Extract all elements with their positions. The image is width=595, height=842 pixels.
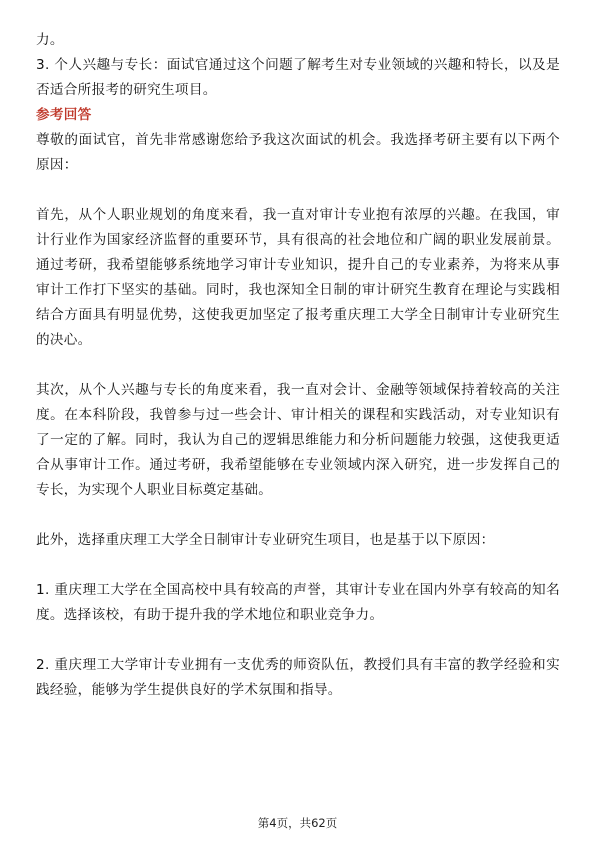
paragraph-spacer <box>36 503 560 528</box>
paragraph-career-planning: 首先，从个人职业规划的角度来看，我一直对审计专业抱有浓厚的兴趣。在我国，审计行业作为国家经济监督的重要环节，具有很高的社会地位和广阔的职业发展前景。通过考研，我希望能够系统地学习审计专业知识，提升自己的专业素养，为将来从事审计工作打下坚实的基础。同时，我也深知全日制的审计研究生教育在理论与实践相结合方面具有明显优势，这使我更加坚定了报考重庆理工大学全日制审计专业研究生的决心。 <box>36 207 560 348</box>
paragraph-school-choice: 此外，选择重庆理工大学全日制审计专业研究生项目，也是基于以下原因： <box>36 532 495 548</box>
paragraph-spacer <box>36 628 560 653</box>
paragraph-reason-2: 2. 重庆理工大学审计专业拥有一支优秀的师资队伍，教授们具有丰富的教学经验和实践经验，能够为学生提供良好的学术氛围和指导。 <box>36 657 560 698</box>
page-number: 第4页，共62页 <box>257 816 338 830</box>
document-body <box>36 28 560 703</box>
paragraph-spacer <box>36 553 560 578</box>
paragraph-interest-expertise: 其次，从个人兴趣与专长的角度来看，我一直对会计、金融等领域保持着较高的关注度。在本科阶段，我曾参与过一些会计、审计相关的课程和实践活动，对专业知识有了一定的了解。同时，我认为自己的逻辑思维能力和分析问题能力较强，这使我更适合从事审计工作。通过考研，我希望能够在专业领域内深入研究，进一步发挥自己的专长，为实现个人职业目标奠定基础。 <box>36 382 560 498</box>
paragraph-continuation: 力。 <box>36 32 64 48</box>
paragraph-spacer <box>36 353 560 378</box>
paragraph-interest-point: 3. 个人兴趣与专长：面试官通过这个问题了解考生对专业领域的兴趣和特长，以及是否适合所报考的研究生项目。 <box>36 57 560 98</box>
paragraph-spacer <box>36 178 560 203</box>
paragraph-reason-1: 1. 重庆理工大学在全国高校中具有较高的声誉，其审计专业在国内外享有较高的知名度。选择该校，有助于提升我的学术地位和职业竞争力。 <box>36 582 560 623</box>
paragraph-intro: 尊敬的面试官，首先非常感谢您给予我这次面试的机会。我选择考研主要有以下两个原因： <box>36 132 560 173</box>
reference-answer-heading: 参考回答 <box>36 107 92 123</box>
